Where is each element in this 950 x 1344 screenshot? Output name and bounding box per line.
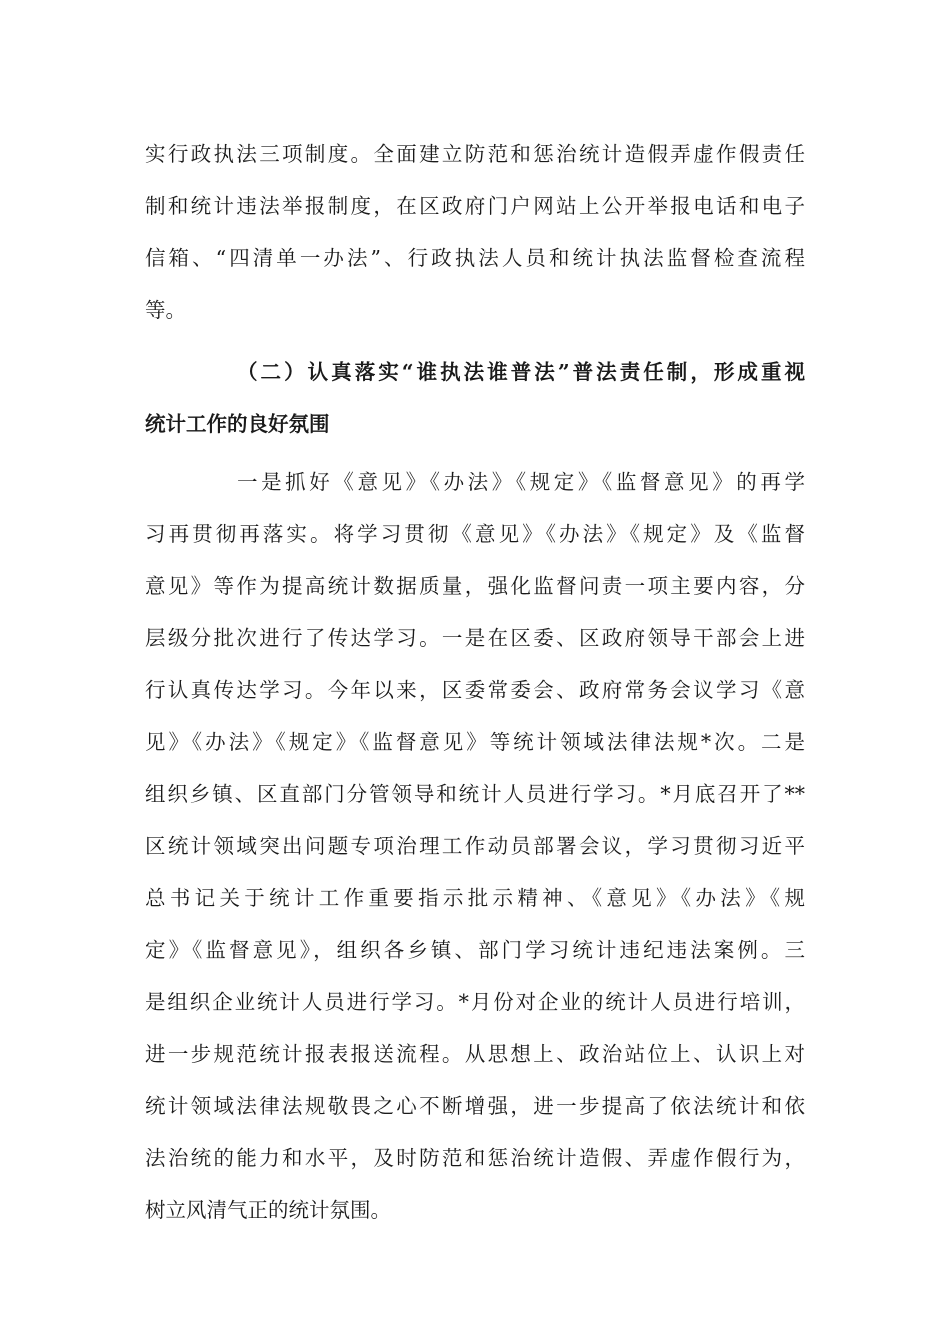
text-line: 制和统计违法举报制度，在区政府门户网站上公开举报电话和电子 [145,194,805,218]
text-line: 实行政执法三项制度。全面建立防范和惩治统计造假弄虚作假责任 [145,142,805,166]
paragraph-study-implementation [145,456,805,1236]
text-line: 组织乡镇、区直部门分管领导和统计人员进行学习。*月底召开了** [145,782,805,806]
text-line: 树立风清气正的统计氛围。 [145,1198,391,1222]
text-line: 信箱、“四清单一办法”、行政执法人员和统计执法监督检查流程 [145,246,805,270]
document-body [145,128,805,1236]
text-line: 行认真传达学习。今年以来，区委常委会、政府常务会议学习《意 [145,678,805,702]
heading-line: （二）认真落实“谁执法谁普法”普法责任制，形成重视 [237,360,805,384]
text-line: 见》《办法》《规定》《监督意见》等统计领域法律法规*次。二是 [145,730,805,754]
heading-line: 统计工作的良好氛围 [145,412,330,436]
text-line: 总书记关于统计工作重要指示批示精神、《意见》《办法》《规 [145,886,805,910]
text-line: 是组织企业统计人员进行学习。*月份对企业的统计人员进行培训， [145,990,805,1014]
text-line: 意见》等作为提高统计数据质量，强化监督问责一项主要内容，分 [145,574,805,598]
text-line: 法治统的能力和水平，及时防范和惩治统计造假、弄虚作假行为， [145,1146,805,1170]
text-line: 进一步规范统计报表报送流程。从思想上、政治站位上、认识上对 [145,1042,805,1066]
paragraph-administrative-enforcement [145,128,805,336]
section-heading [145,346,805,450]
text-line: 层级分批次进行了传达学习。一是在区委、区政府领导干部会上进 [145,626,805,650]
text-line: 习再贯彻再落实。将学习贯彻《意见》《办法》《规定》及《监督 [145,522,805,546]
text-line: 统计领域法律法规敬畏之心不断增强，进一步提高了依法统计和依 [145,1094,805,1118]
text-line: 等。 [145,298,186,322]
text-line: 区统计领域突出问题专项治理工作动员部署会议，学习贯彻习近平 [145,834,805,858]
text-line: 一是抓好《意见》《办法》《规定》《监督意见》的再学 [237,470,805,494]
text-line: 定》《监督意见》，组织各乡镇、部门学习统计违纪违法案例。三 [145,938,805,962]
